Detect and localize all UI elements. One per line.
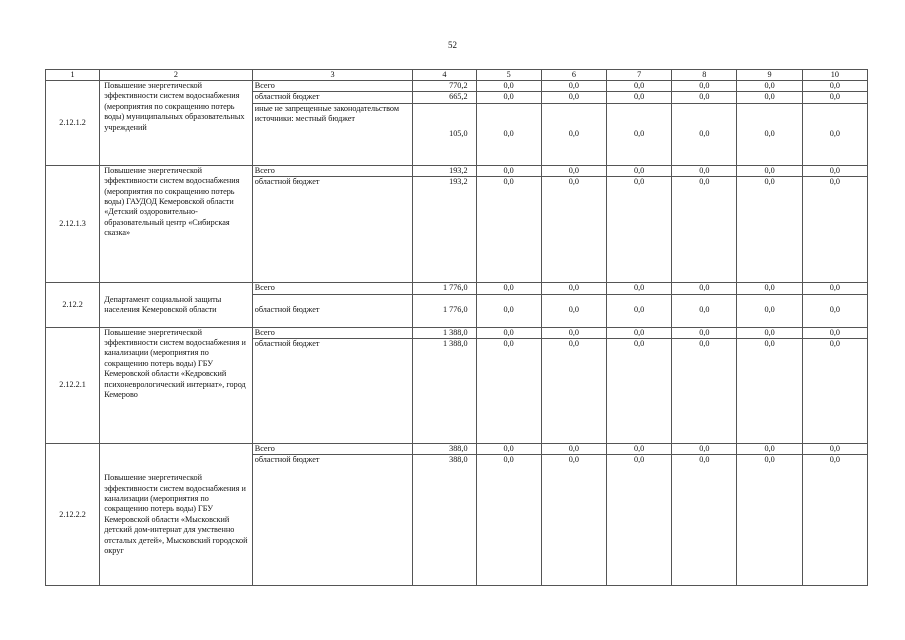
value-cell: 0,0 bbox=[802, 177, 867, 283]
value-cell: 665,2 bbox=[413, 92, 476, 103]
value-cell: 1 776,0 bbox=[413, 294, 476, 327]
value-cell: 388,0 bbox=[413, 444, 476, 455]
value-cell: 0,0 bbox=[737, 455, 802, 586]
value-cell: 1 388,0 bbox=[413, 327, 476, 338]
value-cell: 0,0 bbox=[737, 294, 802, 327]
column-header: 8 bbox=[672, 70, 737, 81]
value-cell: 0,0 bbox=[802, 165, 867, 176]
value-cell: 105,0 bbox=[413, 103, 476, 165]
table-row bbox=[46, 165, 868, 176]
value-cell: 0,0 bbox=[802, 294, 867, 327]
value-cell: 0,0 bbox=[607, 177, 672, 283]
funding-source: иные не запрещенные законодательством источники: местный бюджет bbox=[252, 103, 413, 165]
funding-source: Всего bbox=[252, 165, 413, 176]
row-name: Повышение энергетической эффективности систем водоснабжения и канализации (мероприятия по сокращению потерь воды) ГБУ Кемеровской области «Мысковский детский дом-интернат для умственно отсталых детей», Мысковский городской округ bbox=[100, 444, 253, 586]
value-cell: 0,0 bbox=[607, 444, 672, 455]
row-code: 2.12.2.1 bbox=[46, 327, 100, 443]
row-name: Повышение энергетической эффективности систем водоснабжения (мероприятия по сокращению потерь воды) муниципальных образовательных учреждений bbox=[100, 81, 253, 166]
value-cell: 0,0 bbox=[607, 165, 672, 176]
value-cell: 0,0 bbox=[607, 103, 672, 165]
value-cell: 0,0 bbox=[607, 283, 672, 294]
funding-source: областной бюджет bbox=[252, 294, 413, 327]
value-cell: 1 776,0 bbox=[413, 283, 476, 294]
value-cell: 0,0 bbox=[672, 92, 737, 103]
value-cell: 0,0 bbox=[476, 455, 541, 586]
value-cell: 0,0 bbox=[737, 327, 802, 338]
value-cell: 0,0 bbox=[541, 177, 606, 283]
value-cell: 0,0 bbox=[737, 81, 802, 92]
value-cell: 0,0 bbox=[672, 177, 737, 283]
value-cell: 0,0 bbox=[541, 81, 606, 92]
funding-source: областной бюджет bbox=[252, 455, 413, 586]
value-cell: 0,0 bbox=[541, 165, 606, 176]
funding-source: Всего bbox=[252, 283, 413, 294]
column-header: 10 bbox=[802, 70, 867, 81]
value-cell: 0,0 bbox=[672, 165, 737, 176]
value-cell: 0,0 bbox=[672, 339, 737, 444]
value-cell: 0,0 bbox=[672, 103, 737, 165]
value-cell: 0,0 bbox=[737, 283, 802, 294]
value-cell: 0,0 bbox=[802, 81, 867, 92]
value-cell: 0,0 bbox=[802, 327, 867, 338]
funding-source: Всего bbox=[252, 327, 413, 338]
value-cell: 0,0 bbox=[476, 92, 541, 103]
value-cell: 0,0 bbox=[607, 81, 672, 92]
value-cell: 0,0 bbox=[802, 455, 867, 586]
value-cell: 0,0 bbox=[476, 165, 541, 176]
value-cell: 388,0 bbox=[413, 455, 476, 586]
column-header: 6 bbox=[541, 70, 606, 81]
value-cell: 0,0 bbox=[476, 177, 541, 283]
column-header: 1 bbox=[46, 70, 100, 81]
value-cell: 0,0 bbox=[672, 444, 737, 455]
value-cell: 0,0 bbox=[607, 92, 672, 103]
value-cell: 0,0 bbox=[802, 92, 867, 103]
value-cell: 0,0 bbox=[607, 294, 672, 327]
row-code: 2.12.2 bbox=[46, 283, 100, 327]
value-cell: 0,0 bbox=[737, 339, 802, 444]
table-row bbox=[46, 81, 868, 92]
column-header: 4 bbox=[413, 70, 476, 81]
value-cell: 0,0 bbox=[541, 92, 606, 103]
row-code: 2.12.1.3 bbox=[46, 165, 100, 282]
row-name: Повышение энергетической эффективности систем водоснабжения (мероприятия по сокращению потерь воды) ГАУДОД Кемеровской области «Детский оздоровительно-образовательный центр «Сибирская сказка» bbox=[100, 165, 253, 282]
value-cell: 0,0 bbox=[802, 444, 867, 455]
row-code: 2.12.2.2 bbox=[46, 444, 100, 586]
header-row bbox=[46, 70, 868, 81]
value-cell: 1 388,0 bbox=[413, 339, 476, 444]
column-header: 9 bbox=[737, 70, 802, 81]
value-cell: 0,0 bbox=[541, 294, 606, 327]
value-cell: 0,0 bbox=[802, 339, 867, 444]
value-cell: 0,0 bbox=[672, 81, 737, 92]
value-cell: 0,0 bbox=[737, 92, 802, 103]
row-code: 2.12.1.2 bbox=[46, 81, 100, 166]
table-row bbox=[46, 327, 868, 338]
page-number: 52 bbox=[448, 40, 457, 50]
value-cell: 0,0 bbox=[541, 339, 606, 444]
column-header: 2 bbox=[100, 70, 253, 81]
funding-source: областной бюджет bbox=[252, 92, 413, 103]
value-cell: 0,0 bbox=[476, 327, 541, 338]
funding-source: областной бюджет bbox=[252, 177, 413, 283]
value-cell: 0,0 bbox=[737, 177, 802, 283]
value-cell: 0,0 bbox=[672, 455, 737, 586]
value-cell: 0,0 bbox=[476, 81, 541, 92]
budget-table bbox=[45, 69, 868, 586]
value-cell: 0,0 bbox=[607, 339, 672, 444]
value-cell: 0,0 bbox=[607, 455, 672, 586]
value-cell: 0,0 bbox=[476, 103, 541, 165]
value-cell: 0,0 bbox=[737, 103, 802, 165]
value-cell: 0,0 bbox=[541, 283, 606, 294]
value-cell: 0,0 bbox=[541, 455, 606, 586]
value-cell: 0,0 bbox=[737, 165, 802, 176]
column-header: 5 bbox=[476, 70, 541, 81]
value-cell: 193,2 bbox=[413, 177, 476, 283]
value-cell: 0,0 bbox=[476, 294, 541, 327]
value-cell: 0,0 bbox=[541, 444, 606, 455]
column-header: 3 bbox=[252, 70, 413, 81]
value-cell: 0,0 bbox=[476, 339, 541, 444]
funding-source: Всего bbox=[252, 444, 413, 455]
table-row bbox=[46, 444, 868, 455]
value-cell: 193,2 bbox=[413, 165, 476, 176]
value-cell: 0,0 bbox=[802, 103, 867, 165]
funding-source: областной бюджет bbox=[252, 339, 413, 444]
row-name: Департамент социальной защиты населения Кемеровской области bbox=[100, 283, 253, 327]
value-cell: 0,0 bbox=[672, 294, 737, 327]
value-cell: 0,0 bbox=[476, 283, 541, 294]
row-name: Повышение энергетической эффективности систем водоснабжения и канализации (мероприятия по сокращению потерь воды) ГБУ Кемеровской области «Кедровский психоневрологический интернат», город Кемерово bbox=[100, 327, 253, 443]
column-header: 7 bbox=[607, 70, 672, 81]
value-cell: 0,0 bbox=[476, 444, 541, 455]
value-cell: 0,0 bbox=[607, 327, 672, 338]
value-cell: 0,0 bbox=[541, 103, 606, 165]
value-cell: 0,0 bbox=[802, 283, 867, 294]
value-cell: 0,0 bbox=[672, 327, 737, 338]
funding-source: Всего bbox=[252, 81, 413, 92]
value-cell: 0,0 bbox=[672, 283, 737, 294]
value-cell: 0,0 bbox=[541, 327, 606, 338]
table-row bbox=[46, 283, 868, 294]
value-cell: 0,0 bbox=[737, 444, 802, 455]
value-cell: 770,2 bbox=[413, 81, 476, 92]
